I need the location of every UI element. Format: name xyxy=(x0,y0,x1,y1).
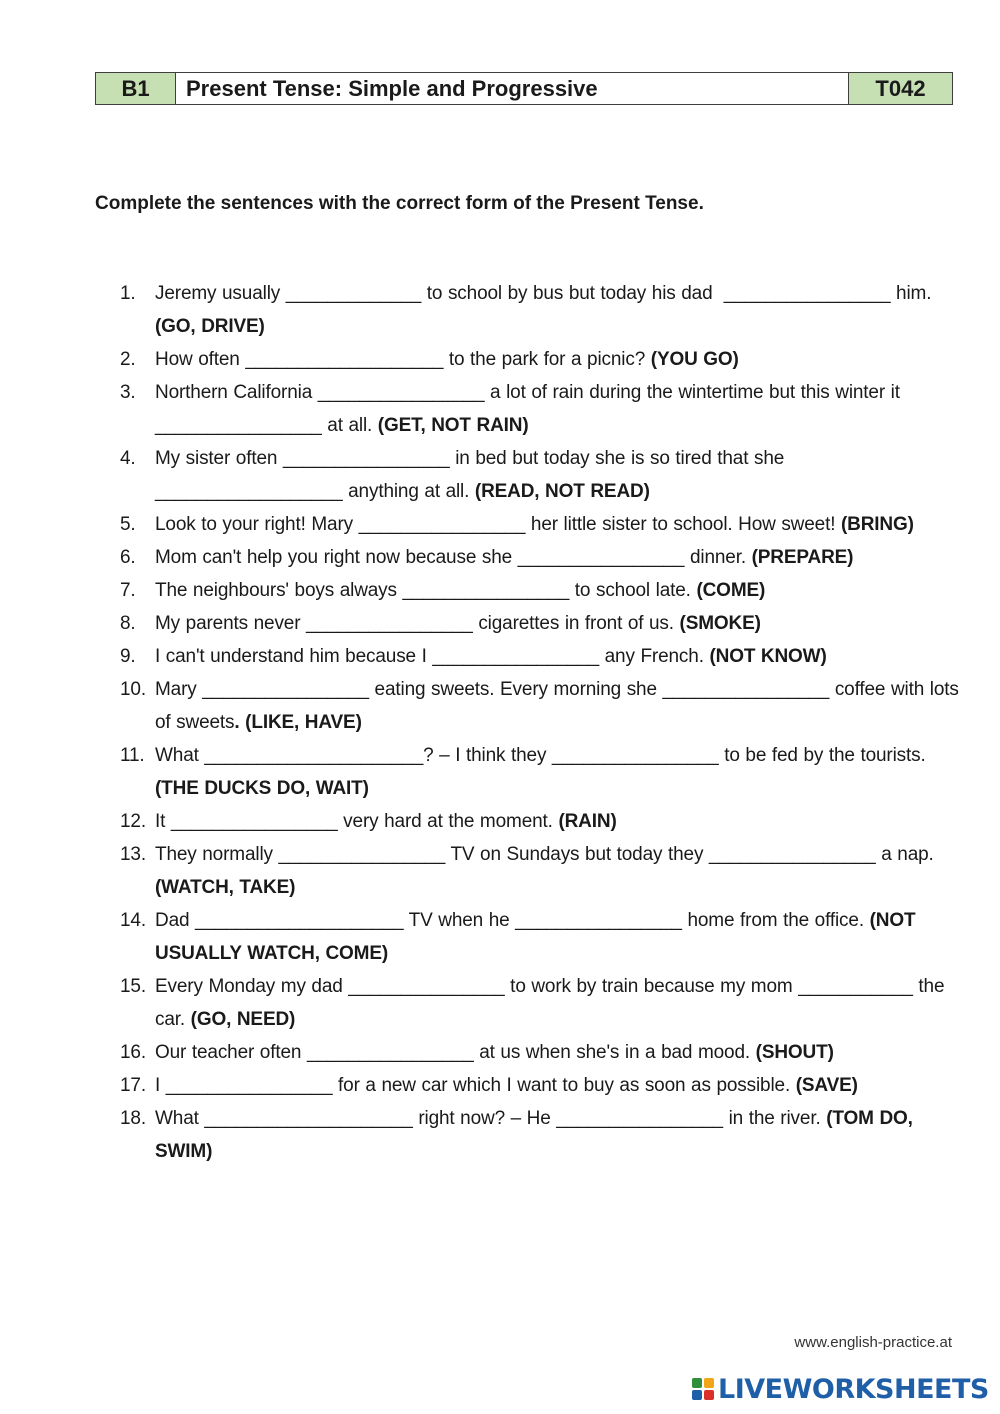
exercise-number: 18. xyxy=(120,1108,146,1129)
exercise-text: Mom can't help you right now because she ________________ dinner. xyxy=(155,547,752,568)
exercise-number: 17. xyxy=(120,1075,146,1096)
instruction-text: Complete the sentences with the correct form of the Present Tense. xyxy=(95,193,704,214)
exercise-text: The neighbours' boys always ________________ to school late. xyxy=(155,580,697,601)
exercise-number: 13. xyxy=(120,844,146,865)
exercise-text: I can't understand him because I ________________ any French. xyxy=(155,646,710,667)
exercise-number: 4. xyxy=(120,448,136,469)
logo-tile-icon xyxy=(704,1390,714,1400)
website-url: www.english-practice.at xyxy=(794,1334,952,1351)
exercise-hint: (BRING) xyxy=(840,514,914,535)
exercise-number: 6. xyxy=(120,547,136,568)
exercise-item xyxy=(120,640,960,673)
exercise-hint: (RAIN) xyxy=(558,811,617,832)
exercise-hint: (SMOKE) xyxy=(679,613,761,634)
exercise-text: Every Monday my dad _______________ to work by train because my mom ___________ the car. xyxy=(155,976,951,1030)
exercise-text: Look to your right! Mary ________________ her little sister to school. How sweet! xyxy=(155,514,841,535)
brand-name: LIVEWORKSHEETS xyxy=(718,1373,989,1405)
liveworksheets-logo xyxy=(692,1374,989,1404)
exercise-item xyxy=(120,343,960,376)
exercise-number: 8. xyxy=(120,613,136,634)
exercise-hint: (GO, NEED) xyxy=(190,1009,296,1030)
exercise-text: Our teacher often ________________ at us when she's in a bad mood. xyxy=(155,1042,756,1063)
liveworksheets-logo-icon xyxy=(692,1378,714,1400)
exercise-text: How often ___________________ to the park for a picnic? xyxy=(155,349,651,370)
exercise-hint: . (LIKE, HAVE) xyxy=(234,712,362,733)
exercise-item xyxy=(120,277,960,343)
exercise-number: 16. xyxy=(120,1042,146,1063)
exercise-number: 9. xyxy=(120,646,136,667)
exercise-number: 14. xyxy=(120,910,146,931)
exercise-item xyxy=(120,541,960,574)
exercise-item xyxy=(120,970,960,1036)
exercise-hint: (READ, NOT READ) xyxy=(474,481,650,502)
logo-tile-icon xyxy=(692,1378,702,1388)
exercise-number: 2. xyxy=(120,349,136,370)
exercise-text: Mary ________________ eating sweets. Every morning she ________________ coffee with lots of sweets xyxy=(155,679,965,733)
level-badge: B1 xyxy=(96,73,176,105)
exercise-item xyxy=(120,574,960,607)
exercise-hint: (PREPARE) xyxy=(751,547,854,568)
exercise-item xyxy=(120,805,960,838)
exercise-hint: (NOT KNOW) xyxy=(709,646,827,667)
exercise-text: Dad ____________________ TV when he ________________ home from the office. xyxy=(155,910,870,931)
exercise-number: 12. xyxy=(120,811,146,832)
exercise-item xyxy=(120,673,965,739)
exercise-hint: (NOT USUALLY WATCH, COME) xyxy=(155,910,922,964)
exercise-hint: (GET, NOT RAIN) xyxy=(377,415,529,436)
exercise-number: 10. xyxy=(120,679,146,700)
exercise-number: 15. xyxy=(120,976,146,997)
exercise-hint: (YOU GO) xyxy=(650,349,739,370)
exercise-number: 3. xyxy=(120,382,136,403)
worksheet-header xyxy=(95,72,953,105)
exercise-text: I ________________ for a new car which I want to buy as soon as possible. xyxy=(155,1075,796,1096)
exercise-text: It ________________ very hard at the moment. xyxy=(155,811,559,832)
exercise-number: 11. xyxy=(120,745,145,766)
worksheet-title: Present Tense: Simple and Progressive xyxy=(176,73,849,105)
exercise-text: What _____________________? – I think they ________________ to be fed by the tourists. xyxy=(155,745,932,766)
exercise-list xyxy=(120,277,965,1168)
exercise-text: My parents never ________________ cigarettes in front of us. xyxy=(155,613,680,634)
exercise-item xyxy=(120,1069,960,1102)
logo-tile-icon xyxy=(692,1390,702,1400)
exercise-item xyxy=(120,739,960,805)
exercise-hint: (SHOUT) xyxy=(755,1042,834,1063)
exercise-item xyxy=(120,838,960,904)
exercise-item xyxy=(120,508,960,541)
exercise-item xyxy=(120,904,960,970)
exercise-text: Northern California ________________ a lot of rain during the wintertime but this winter it ________________ at all. xyxy=(155,382,906,436)
exercise-item xyxy=(120,1036,960,1069)
exercise-hint: (SAVE) xyxy=(795,1075,858,1096)
exercise-hint: (WATCH, TAKE) xyxy=(155,877,296,898)
exercise-hint: (COME) xyxy=(696,580,766,601)
exercise-item xyxy=(120,607,960,640)
exercise-hint: (THE DUCKS DO, WAIT) xyxy=(155,778,369,799)
exercise-hint: (TOM DO, SWIM) xyxy=(155,1108,919,1162)
exercise-number: 7. xyxy=(120,580,136,601)
exercise-text: My sister often ________________ in bed but today she is so tired that she __________________ anything at all. xyxy=(155,448,790,502)
exercise-number: 1. xyxy=(120,283,136,304)
exercise-item xyxy=(120,1102,960,1168)
exercise-hint: (GO, DRIVE) xyxy=(155,316,265,337)
exercise-text: What ____________________ right now? – He ________________ in the river. xyxy=(155,1108,827,1129)
exercise-text: Jeremy usually _____________ to school by bus but today his dad ________________ him. xyxy=(155,283,937,304)
exercise-item xyxy=(120,442,960,508)
logo-tile-icon xyxy=(704,1378,714,1388)
exercise-number: 5. xyxy=(120,514,136,535)
exercise-item xyxy=(120,376,960,442)
exercise-text: They normally ________________ TV on Sundays but today they ________________ a nap. xyxy=(155,844,940,865)
worksheet-code: T042 xyxy=(849,73,953,105)
